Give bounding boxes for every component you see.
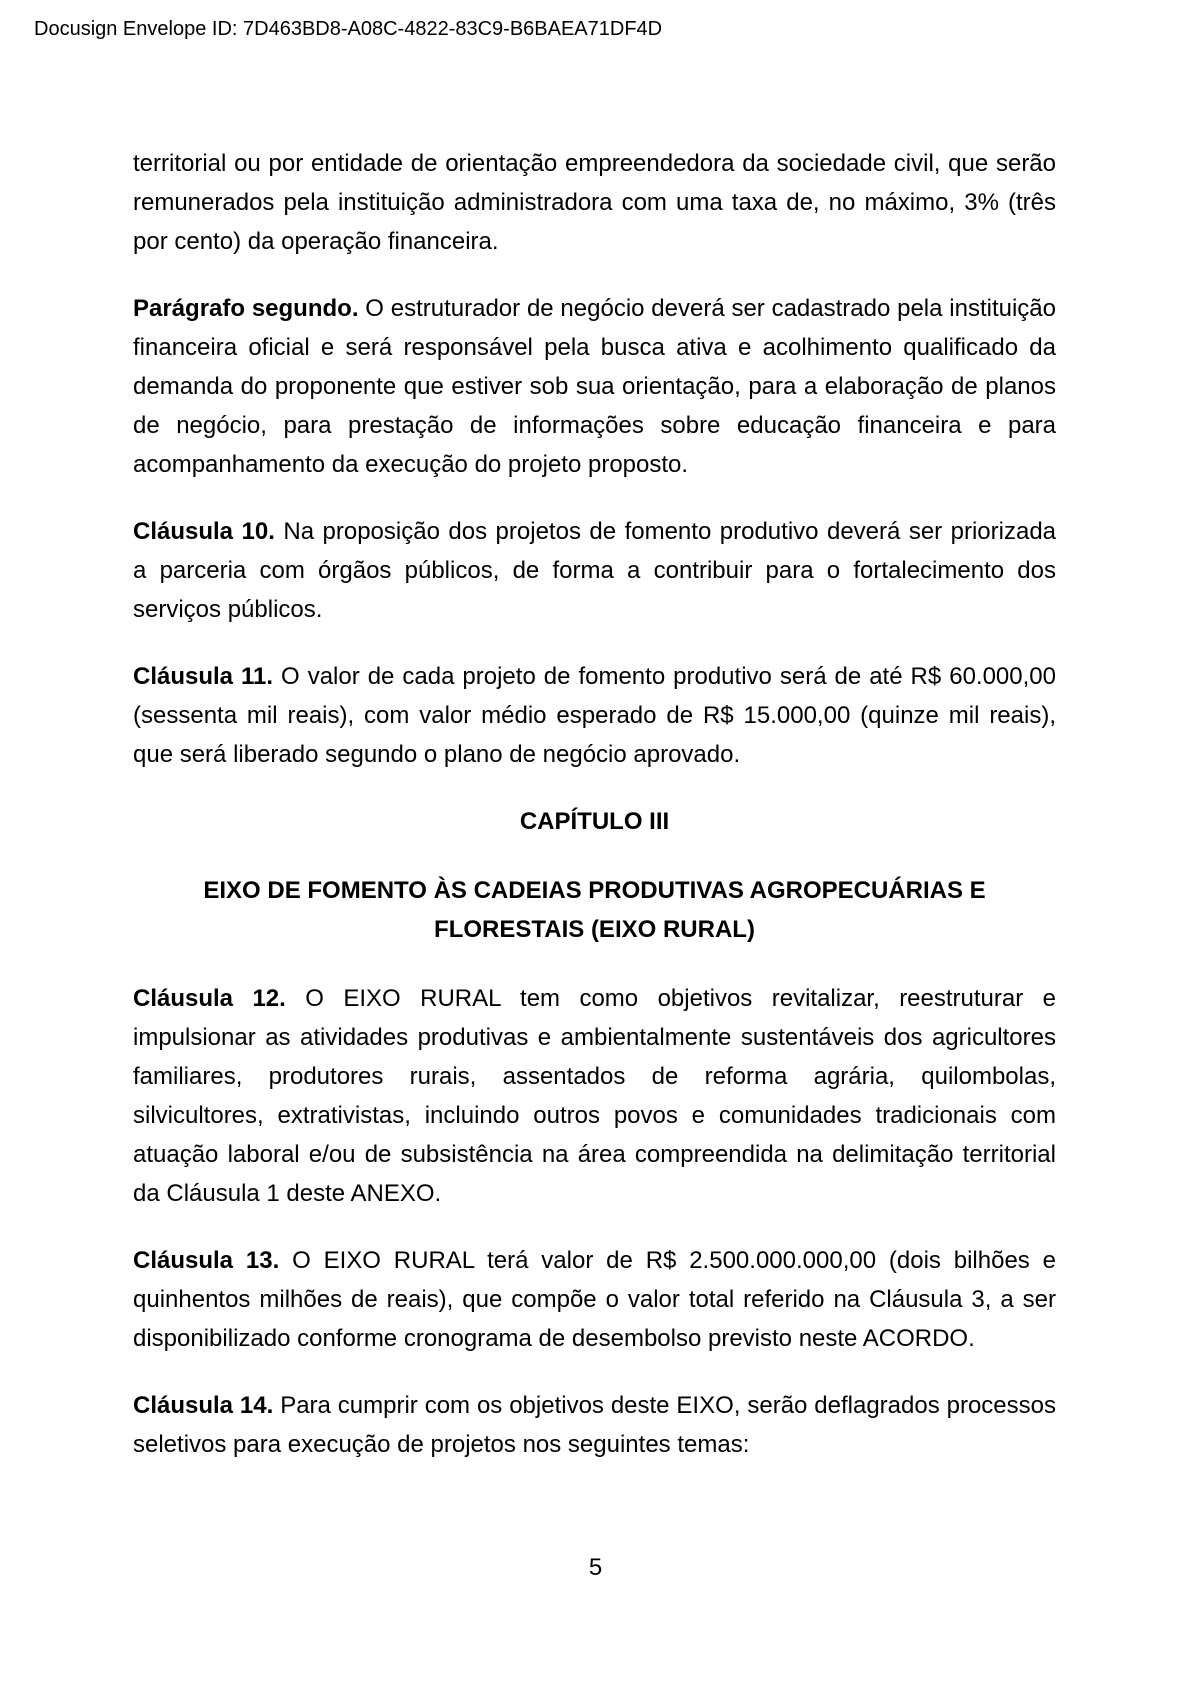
clause-12-label: Cláusula 12.	[133, 985, 286, 1012]
paragrafo-segundo-label: Parágrafo segundo.	[133, 295, 359, 322]
paragrafo-segundo-text: O estruturador de negócio deverá ser cadastrado pela instituição financeira oficial e será responsável pela busca ativa e acolhimento qualificado da demanda do proponente que estiver sob sua orientação, para a elaboração de planos de negócio, para prestação de informações sobre educação financeira e para acompanhamento da execução do projeto proposto.	[133, 295, 1057, 478]
clause-11	[133, 657, 1056, 774]
paragraph-continuation	[133, 144, 1056, 261]
paragraph-paragrafo-segundo	[133, 289, 1056, 484]
clause-11-text: O valor de cada projeto de fomento produtivo será de até R$ 60.000,00 (sessenta mil reais), com valor médio esperado de R$ 15.000,00 (quinze mil reais), que será liberado segundo o plano de negócio aprovado.	[133, 663, 1056, 768]
clause-10-text: Na proposição dos projetos de fomento produtivo deverá ser priorizada a parceria com órgãos públicos, de forma a contribuir para o fortalecimento dos serviços públicos.	[133, 518, 1057, 623]
docusign-envelope-id: Docusign Envelope ID: 7D463BD8-A08C-4822-83C9-B6BAEA71DF4D	[34, 18, 663, 40]
clause-13-label: Cláusula 13.	[133, 1247, 280, 1274]
clause-14-text: Para cumprir com os objetivos deste EIXO, serão deflagrados processos seletivos para execução de projetos nos seguintes temas:	[133, 1392, 1056, 1458]
clause-14-label: Cláusula 14.	[133, 1392, 274, 1419]
section-heading	[133, 871, 1056, 949]
clause-14	[133, 1386, 1056, 1464]
clause-12	[133, 979, 1056, 1213]
clause-10	[133, 512, 1056, 629]
chapter-heading: CAPÍTULO III	[519, 808, 670, 835]
clause-13	[133, 1241, 1056, 1358]
clause-11-label: Cláusula 11.	[133, 663, 274, 690]
page-number: 5	[588, 1554, 603, 1581]
clause-10-label: Cláusula 10.	[133, 518, 275, 545]
clause-13-text: O EIXO RURAL terá valor de R$ 2.500.000.000,00 (dois bilhões e quinhentos milhões de reais), que compõe o valor total referido na Cláusula 3, a ser disponibilizado conforme cronograma de desembolso previsto neste ACORDO.	[133, 1247, 1057, 1352]
paragraph-continuation-text: territorial ou por entidade de orientação empreendedora da sociedade civil, que serão remunerados pela instituição administradora com uma taxa de, no máximo, 3% (três por cento) da operação financeira.	[133, 150, 1056, 255]
document-body	[133, 0, 1056, 1492]
section-heading-line2: FLORESTAIS (EIXO RURAL)	[434, 916, 755, 943]
clause-12-text: O EIXO RURAL tem como objetivos revitalizar, reestruturar e impulsionar as atividades produtivas e ambientalmente sustentáveis dos agricultores familiares, produtores rurais, assentados de reforma agrária, quilombolas, silvicultores, extrativistas, incluindo outros povos e comunidades tradicionais com atuação laboral e/ou de subsistência na área compreendida na delimitação territorial da Cláusula 1 deste ANEXO.	[133, 985, 1057, 1207]
section-heading-line1: EIXO DE FOMENTO ÀS CADEIAS PRODUTIVAS AGROPECUÁRIAS E	[203, 877, 986, 904]
